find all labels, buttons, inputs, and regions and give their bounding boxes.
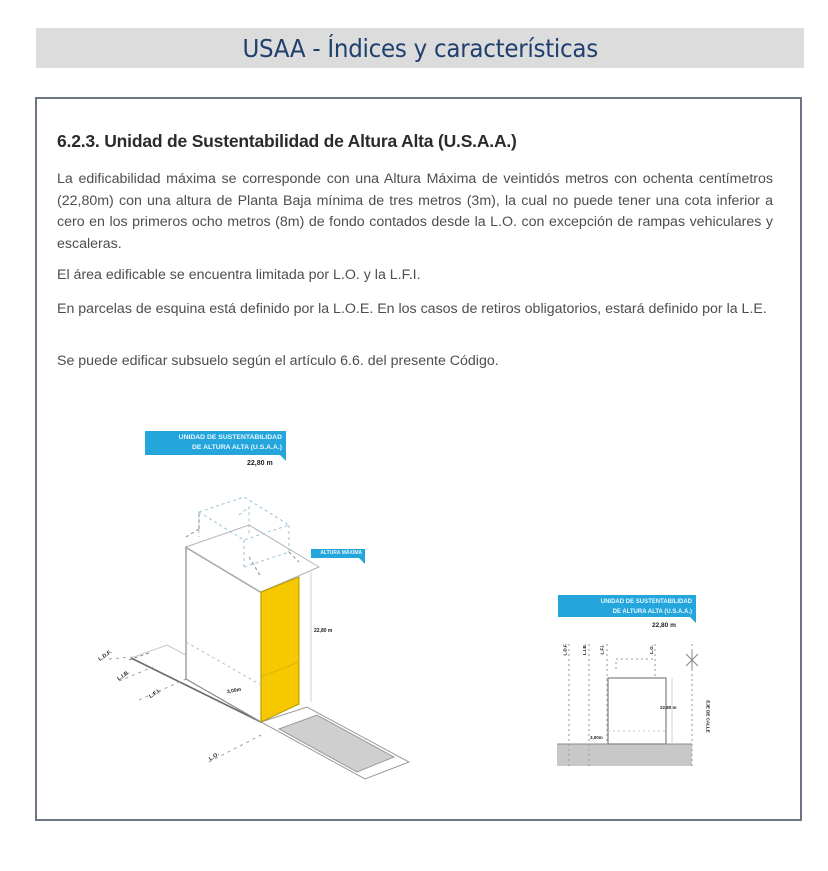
line-label-lib: L.I.B. <box>116 669 131 683</box>
tag-line-2: DE ALTURA ALTA (U.S.A.A.) <box>612 609 692 615</box>
street-axis-label: EJE DE CALLE <box>705 700 711 733</box>
tag-line-1: UNIDAD DE SUSTENTABILIDAD <box>600 599 692 605</box>
height-label-isometric: 22,80 m <box>247 460 273 467</box>
paragraph-max-height: La edificabilidad máxima se corresponde con una Altura Máxima de veintidós metros con ochenta centímetros (22,80m) con una altura de Planta Baja mínima de tres metros (3m), la cual no puede tener una cota inferior a cero en los primeros ocho metros (8m) de fondo contados desde la L.O. con excepción de rampas vehiculares y escaleras. <box>57 171 773 252</box>
isometric-diagram <box>89 417 429 797</box>
paragraph-corner-plots: En parcelas de esquina está definido por la L.O.E. En los casos de retiros obligatorios, estará definido por la L.E. <box>57 301 767 317</box>
line-label-ldf: L.D.F. <box>97 649 114 663</box>
side-dimension-isometric: 22,80 m <box>314 628 333 634</box>
height-label-elevation: 22,80 m <box>652 622 676 629</box>
line-label-lo: L.O. <box>208 751 221 763</box>
document-page <box>35 97 802 821</box>
paragraph-buildable-area: El área edificable se encuentra limitada por L.O. y la L.F.I. <box>57 267 421 283</box>
usaa-tag-elevation <box>558 595 696 617</box>
section-heading: 6.2.3. Unidad de Sustentabilidad de Altura Alta (U.S.A.A.) <box>57 131 517 151</box>
usaa-tag-isometric <box>145 431 286 455</box>
side-dimension-elevation: 22,80 m <box>660 705 677 710</box>
tag-line-2: DE ALTURA ALTA (U.S.A.A.) <box>192 444 282 451</box>
elevation-drawing <box>552 589 742 779</box>
paragraph-basement: Se puede edificar subsuelo según el artículo 6.6. del presente Código. <box>57 353 499 369</box>
elev-line-label-lib: L.I.B. <box>582 644 587 655</box>
depth-label-isometric: 3,00m <box>226 686 242 696</box>
elev-line-label-lo: L.O. <box>648 645 654 654</box>
line-label-lfi: L.F.I. <box>148 688 162 700</box>
page-title: USAA - Índices y características <box>242 33 598 63</box>
elev-line-label-ldf: L.D.F. <box>562 643 568 656</box>
max-height-tag: ALTURA MÁXIMA <box>311 549 365 558</box>
page-title-bar <box>36 28 804 68</box>
elevation-diagram <box>552 589 742 779</box>
isometric-building-drawing <box>89 417 429 797</box>
elev-line-label-lfi: L.F.I. <box>599 644 605 655</box>
tag-line-1: UNIDAD DE SUSTENTABILIDAD <box>178 434 282 441</box>
base-label-elevation: 3,00m <box>590 735 603 740</box>
